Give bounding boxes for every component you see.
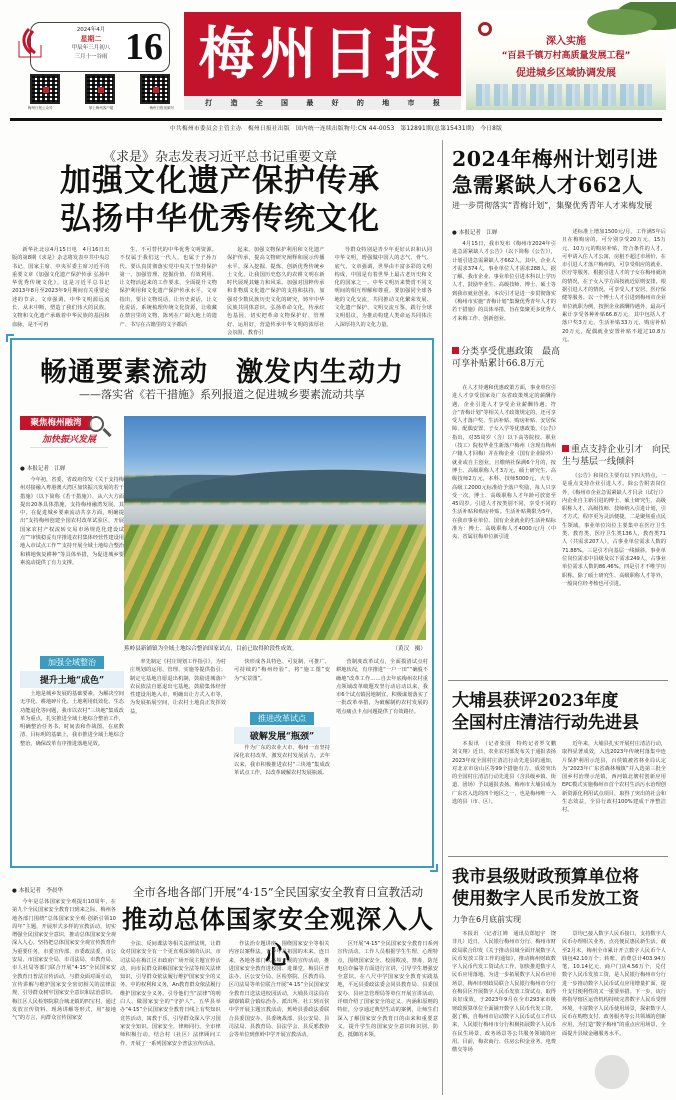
qr-code-app[interactable] [85, 74, 115, 104]
slogan-char: 地 [382, 98, 390, 107]
date-year-month: 2024年4月 [76, 27, 106, 33]
column-badge [20, 416, 114, 454]
rmb-column: 景均已接入数字人民币接口，支持数字人民币办理相关业务，点亮便民惠民新生活。截至2月末，梅州全市累计开立数字人民币个人钱包42.10万个；转账、消费总计403.94万笔，10.14亿元，商户门店4.56万个，兑付数字人民币发放工资，是人民银行梅州市分行进一步推动数字人民币试点应用增量扩面、提升支付便利性的又一重要举措。下一步，该行将指导辖区运营机构持续完善数字人民币受理环境，丰富数字人民币使用场景，探索数字人民币在购物支付、政务服务等公共领域的创新应用，为打造“数字梅州”的重点应用场景，全面提升县域金融服务水平。 [562, 931, 666, 1037]
badge-bottom: 加快振兴发展 [30, 432, 108, 448]
newspaper-title-block [184, 12, 461, 96]
talent-byline: ● 本报记者 江婵 [452, 228, 497, 236]
date-box [30, 22, 170, 72]
banner-line-3: 促进城乡区域协调发展 [516, 68, 616, 79]
caption-text: 蕉岭县新铺镇为全域土地综合整治国家试点，目前已取得阶段性成效。 [124, 646, 298, 652]
security-headline[interactable]: 推动总体国家安全观深入人心 [121, 905, 434, 970]
feature-corner [6, 334, 14, 342]
feature-headline[interactable]: 畅通要素流动 激发内生动力 [40, 357, 404, 388]
date-solar-term: 三月十一谷雨 [74, 54, 108, 60]
feature-column: 今年初，省委、省政府印发《关于支持梅州对接融入粤港澳大湾区加快振兴发展的若干措施》（以下简称《若干措施》），从六大方面提出20条具体措施，支持梅州融湾发展。其中，在促进城乡要素流动共享方面，明确提出“支持梅州创建全国农村改革试验区，开展国家农村产权流转交易市场规范化建设试点”“审慎稳妥有序推进农村集体经营性建设用地入市试点工作”“支持开展全域土地综合整治和耕地恢复耕种”等具体举措，为促进城乡要素流动提供了有力支撑。 [20, 477, 124, 566]
date-day: 16 [125, 26, 163, 68]
masthead [0, 0, 672, 118]
slogan-char: 造 [230, 98, 238, 107]
magnifier-icon [88, 416, 104, 432]
lead-kicker: 《求是》杂志发表习近平总书记重要文章 [102, 150, 337, 165]
section-tag-1 [20, 650, 124, 688]
column-divider [442, 140, 443, 1095]
slogan-char: 市 [407, 98, 415, 107]
slogan-char: 打 [205, 98, 213, 107]
qr-labels [28, 106, 174, 111]
slogan-char: 最 [306, 98, 314, 107]
dabu-headline-line-1[interactable]: 大埔县获评2023年度 [452, 691, 619, 711]
slogan-char: 全 [255, 98, 263, 107]
talent-column: 述标准上增加1500元/月。工作满5年后且在梅购房的，可分别享受20万元、15万元、10万元的购房补贴，符合条件的人才，可申请入住人才公寓，房租不超过市场价，在市引进人才落户梅州的，可享受相应的就业、医疗等服务，根据引进人才的子女在梅州就读的情况，在子女入学方面按就近原则安排，根据引进人才的情况，可享受人才安居、医疗保健等服务。以一个博士人才引进到梅州市企业单位就职为例，按照企业薪酬待遇外，最高可累计享受各种补贴66.8万元，其中包括人才落户奖3万元，生活补贴33万元，购房补贴20万元，配偶就业安置补贴不超过10.8万元。 [562, 229, 666, 343]
farmland-aerial-photo[interactable] [124, 416, 426, 640]
feature-subtitle: ——落实省《若干措施》系列报道之促进城乡要素流动共享 [79, 388, 365, 401]
feature-column: 快形成各具特色、可复制、可推广、可持续的“梅州经验”，将“施工图”变为“实景图”。 [234, 659, 330, 682]
section-tag-label: 推进改革试点 [250, 712, 314, 725]
red-square-icon [452, 347, 459, 354]
dabu-column: 本报讯 （记者张园 特约记者罗文鹏 刘文翔）近日，农业农村部发布关于通报表扬2023年度全国村庄清洁行动先进县的通知，对北京市房山区等99个措施有力、成效突出的全国村庄清洁行动先进县（含县级乡镇、街道、团场）予以通报表扬。梅州市大埔县成为广东省入选的四个地区之一，也是梅州唯一入选的县（市、区）。 [452, 741, 562, 806]
talent-headline-line-2[interactable]: 急需紧缺人才662人 [452, 173, 644, 197]
feature-column: 作为广东的农业大市，梅州一直坚持深化农村改革，激发农村发展活力。去年以来，我市积极推进农村“三块地”集成改革试点工作，以改革破解农村发展瓶颈。 [234, 745, 330, 776]
lead-column: 生、不可替代的中华优秀文明资源。不仅属于我们这一代人，也属于子孙万代。要认真贯彻落实党中央关于坚持保护第一、加强管理、挖掘价值、有效利用、让文物活起来的工作要求，全面提升文物保护利用和文化遗产保护传承水平。文章指出，要让文物说话，让历史说话，让文化说话。系统梳理传统文化资源，让收藏在禁宫里的文物、陈列在广阔大地上的遗产、书写在古籍里的文字都活 [119, 247, 217, 328]
security-column: 今年是总体国家安全观提出10周年，在第九个全民国家安全教育日到来之际，梅州各地各部门围绕“总体国家安全观·创新引领10周年”主题，开展形式多样的宣教活动，切实增强全民国家安全意识，推动总体国家安全观深入人心。坚持把总体国家安全观宣传教育作为重要任务，市委宣传部、市委政法委、市公安局、市国家安全局、市司法局、市教育局、市人社局等部门联合开展“4·15”全民国家安全教育日普法宣传活动，与群众面对面互动，宣传讲解与维护国家安全密切相关的法律法规，引导群众树牢国家安全意识和法治意识。梅江区人民检察院联合城北镇的四宝村，通过发放宣传资料、现场讲解等形式，用“接地气”的方言，向群众宣传国家安 [12, 899, 116, 1022]
rmb-headline-line-2[interactable]: 使用数字人民币发放工资 [452, 889, 639, 909]
mountain-ridge [124, 462, 426, 498]
talent-column: 4月15日，我市发布《梅州市2024年引进急需紧缺人才公告》（以下简称《公告》），计划引进急需紧缺人才662人。其中，企业人才需求374人，事业单位人才需求288人。据了解，我市企业、事业单位引进本科以上学历人才，鼓励毕业生、高级技师、博士、硕士等到我市就业创业。本次引才是进一步贯彻落实《梅州市实施“青梅计划”集聚优秀青年人才的若干措施》的具体举措，旨在集聚更多优秀人才来梅工作、创新创业。 [452, 241, 556, 322]
feature-column: 营制度改革试点，全面摸清试点村耕地状况，有序推进“一户一田”“确股不确地”改革工作……自去年底梅州农村重点领域改革破题攻坚行动启动以来，我市6个试点镇因地制宜，积极谋划落实了一批改革举措，为破解制约农村发展的堵点痛点卡点问题提供了有效路径。 [336, 659, 428, 715]
feature-corner [430, 864, 438, 872]
talent-subhead-1 [452, 346, 560, 370]
security-kicker: 全市各地各部门开展“4·15”全民国家安全教育日宣教活动 [132, 885, 424, 899]
section-tag-label: 加强全域整治 [40, 656, 104, 669]
newspaper-title: 梅州日报 [198, 21, 447, 87]
qr-code-video[interactable] [140, 74, 170, 104]
photo-caption [124, 644, 426, 652]
qr-code-row [30, 74, 170, 104]
talent-column: 在人才待遇和优惠政策方面，事业单位引进人才享受国家及广东省政策规定的薪酬待遇，企业引进人才享受企业薪酬待遇。符合“青梅计划”等相关人才政策规定的，还可享受人才落户奖、生活补贴、购房补贴、安居保障、配偶安置、子女入学等优惠政策。《公告》指出，对35周岁（含）以下高等院校、职业（技工）院校毕业生新落户梅州（含现有梅州户籍人才回梅）并在梅企业（国有企业除外）就业或自主创业，且缴纳社保满6个月的，按博士、高级职称人才3万元，硕士研究生、高级技师2万元，本科、技师5000元，大专、高级工2000元标准给予落户奖励，每人只享受一次。博士、高级职称人才年龄可放宽至45周岁。引进人才按类别不同，享受不同的生活补贴和购房补贴。生活补贴期限为5年，在我市事业单位、国有企业就业的生活补贴标准为：博士、高级职称人才4000元/月（中央、省属驻梅单位新引进 [452, 385, 556, 541]
subhead-text: 分类享受优惠政策 最高可享补贴累计66.8万元 [452, 347, 561, 369]
rmb-headline-line-1[interactable]: 我市县级财政预算单位将 [452, 867, 639, 887]
lead-column: 导群众特别是青少年更好认识和认同中华文明，增强做中国人的志气、骨气、底气。文章强调，世界由丰富多彩的文明构成，中国是有着世界上最古老历史和文化的国家之一。中华文明历来赞赏不同文明间的相互理解和尊重。要加强同全球各地的文化交流，共同推动文化繁荣发展、文化遗产保护、文明交流互鉴，践行全球文明倡议，为推动构建人类命运共同体注入深厚持久的文化力量。 [334, 247, 432, 328]
talent-subtitle: 进一步贯彻落实“青梅计划”，集聚优秀青年人才来梅发展 [452, 201, 653, 210]
newspaper-logo-icon [17, 27, 43, 59]
qr-label: 梅州日报公众号 [28, 106, 53, 110]
slogan-char: 的 [356, 98, 364, 107]
lead-body [12, 246, 432, 336]
feature-column: 土地是城乡发展的基础要素。为解决空间无序化、耕地碎片化、土地利用低效化、生态功能退化等问题，我市以农村“三块地”集成改革为重点，扎实推进全域土地综合整治工作，明确整治任务书、时间表和作战图。在底数清、目标明的基础上，我市推进全域土地综合整治，确保改革有序推进落地见效。 [20, 691, 124, 747]
masthead-rule [10, 118, 662, 121]
slogan-char: 好 [331, 98, 339, 107]
slogan-char: 报 [432, 98, 440, 107]
section-tag-2 [234, 706, 330, 744]
talent-subhead-2 [562, 444, 670, 468]
rmb-subtitle: 力争在6月底前实现 [452, 915, 522, 924]
badge-top: 聚焦梅州融湾 [20, 416, 92, 430]
story-divider [448, 680, 668, 681]
security-body [120, 940, 438, 1096]
feature-box [10, 338, 434, 868]
lead-headline-line-2[interactable]: 弘扬中华优秀传统文化 [60, 201, 380, 237]
story-divider [448, 856, 668, 857]
dabu-column: 近年来，大埔县扎实开展村庄清洁行动，取得显著成效，入选2023年传统村落集中连片保护利用示范县，百侯镇被省林业局认定为“2023年广东省森林城镇”并入选第三批全国乡村治理示范镇，西河镇北塘村创新应用EPC模式实施梅州市首个农村生活污水治理创新资源化利用试点项目，取得了突出的社会和生态效益，全县行政村100%建成干净整洁村。 [562, 741, 666, 814]
feature-column: 率先制定《村庄规划工作指引》，为村庄规划的运用、管理、实施等提供指引；制定宅基地自愿退出机制，鼓励进城落户农民依法自愿退出宅基地，鼓励集体经营性建设用地入市，明确出让方式入市等，为发展拓展空间，让农村土地真正发挥效益。 [130, 659, 226, 715]
photo-credit: （黄汉 摄） [392, 646, 426, 652]
campaign-banner[interactable] [466, 10, 666, 110]
qr-code-wechat[interactable] [30, 74, 60, 104]
security-column: 区开展“4·15”全民国家安全教育日系列宣传活动。工作人员根据学生生理、心理特点，围绕国家安全、校园欺凌、禁毒、防范电信诈骗等方面进行宣讲，引导学生增强安全意识。在八尺中学国家安全教育实践基地，平远县委政法委会同县教育局、县委国安办、县应急管理局等单位开展宣讲活动，详细介绍了国家安全的定义、内涵和原则的特征，分享通过典型生动的案例，让师生们深入了解国家安全教育日的由来和重要意义，提升学生的国家安全意识和识别、防范、抵御的本领。 [337, 941, 439, 1039]
lead-column: 起来。加强文物保护利用和文化遗产保护传承，提高文物研究阐释和展示传播水平。深入挖掘、提炼、创新优秀传统乡土文化，让我国历史悠久的农耕文明在新时代展现其魅力和风采。加强对国粹传承和非物质文化遗产保护的支持和扶持，加强对少数民族历史文化的研究，铸牢中华民族共同体意识。弘扬革命文化，传承红色基因，切实把革命文物保护好、管理好、运用好，营造传承中华文明的浓厚社会氛围，教育引 [227, 247, 325, 336]
date-weekday: 星期二 [80, 35, 102, 43]
banner-line-1: 深入实施 [546, 36, 586, 47]
security-byline: ● 本报记者 李晨华 [12, 886, 63, 894]
rmb-column: 本报讯 （记者江婵 通讯员郑旭宇 饶非凡）近日，人民银行梅州市分行、梅州市财政局联合印发《关于推动县域全面开展数字人民币发放工资工作的通知》，推动梅州财政数字人民币代发工资试点工作，加快推进数字人民币应用落地。为进一步拓展数字人民币应用场景，梅州市财政局联合人民银行梅州市分行在梅县区开展数字人民币发放工资试点，取得良好成效，于2023年9月在全市293家市级财政预算单位全面铺开数字人民币代发工资。据了解，自梅州市启动数字人民币试点工作以来，人民银行梅州市分行积极拓展数字人民币在民生场景、政务场景等公共服务领域的应用。目前，梅农商行、住房公积金业务、电费缴交等场 [452, 931, 556, 1054]
security-column: 全法、反间谍法等相关法律法规，让群众对国家安全有一个更直观深刻的认识。市司法局在梅江区市政府广场开展主题宣传活动，向市民群众讲解国家安全法等相关法律知识，引导群众依法履行维护国家安全的义务。中的权利和义务，An教育群众依法履行维护国家安全义务，引导他们当“法律”的明白人、做国家安全的“守护人”。五华县举办“4·15”全民国家安全教育日线上有奖知识竞答活动，寓教于乐，引导群众深入学习国家安全知识。国家安全，律师同行。全市律师积极行动，结合村（社区）法律顾问工作，开展了一系列国家安全普法宣传活动。 [120, 941, 221, 1047]
red-square-icon [562, 445, 569, 452]
dabu-headline-line-2[interactable]: 全国村庄清洁行动先进县 [452, 713, 639, 733]
city-skyline-illustration [476, 84, 656, 106]
banner-line-2: “百县千镇万村高质量发展工程” [501, 51, 631, 61]
section-tag-sub: 破解发展“瓶颈” [234, 727, 330, 744]
watermark-logo-icon [592, 1052, 632, 1092]
slogan [184, 96, 461, 110]
talent-headline-line-1[interactable]: 2024年梅州计划引进 [452, 147, 659, 171]
qr-label: 梅州日报视频号 [149, 106, 174, 110]
section-tag-sub: 提升土地“成色” [20, 671, 124, 688]
date-lunar: 甲辰年三月初八 [71, 45, 111, 51]
lead-headline-line-1[interactable]: 加强文化遗产保护传承 [60, 163, 380, 199]
subhead-text: 重点支持企业引才 向民生与基层一线倾斜 [562, 445, 671, 467]
feature-byline: ● 本报记者 江婵 [20, 464, 65, 472]
qr-label: 掌上梅州客户端 [88, 106, 114, 110]
slogan-char: 国 [281, 98, 289, 107]
security-column: 作法治专题讲座，围绕国家安全等相关内容以案释法。青少年是祖国的未来。连日来，各地各部门以高频开展的宣传活动，推进国家安全教育进校园、进课堂。梅县区普法办、区公安分局、区检察院、区教育局、区司法局等单位联合开展“4·15”全民国家安全教育日送法进校园活动，大埔县司法局在湖寮镇联合镇综治办、派出所、社工到百侯中学开展主题宣教活动，蕉岭县委政法委联合县委国安办、县委统战部、县公安局、县司法局、县教育局、县法学会、县反邪教协会等单位到蕉岭中学开展宣教活动。 [228, 941, 330, 1039]
lead-column: 新华社北京4月15日电 4月16日出版的第8期《求是》杂志将发表中共中央总书记、国家主席、中央军委主席习近平的重要文章《加强文化遗产保护传承 弘扬中华优秀传统文化》。这是习近平总书记2013年8月至2023年9月期间有关重要论述的节录。文章强调，中华文明源远流长，从未中断，塑造了我们伟大的民族。文物和文化遗产承载着中华民族的基因和血脉，是不可再 [12, 247, 110, 328]
talent-column: 《公告》和岗位主要有以下四大特点，一是重点支持企业引进人才。除公告附表岗位外，《梅州市企业急需紧缺人才目录（试行）》内企业自主新引进的博士、硕士研究生、高级职称人才、高级技师、技师纳入引进计划，引才方式、程序更为灵活便捷。二是聚焦重点民生领域。事业单位岗位主要集中在医疗卫生类、教育类，医疗卫生类136人，教育类71人（共需求207人），占事业单位需求人数的71.88%。三是引才向基层一线倾斜。事业单位岗位需求中县级及以下需求249人，占事业单位需求人数的86.46%。四是引才不唯学历职称。除了硕士研究生、高级职称人才等外，一般岗位经考核也可引进。 [562, 473, 666, 587]
publication-info: 中共梅州市委员会主管主办 梅州日报社出版 国内统一连续出版物号:CN 44-0053 第12891期(总第15431期) 今日8版 [169, 126, 503, 132]
